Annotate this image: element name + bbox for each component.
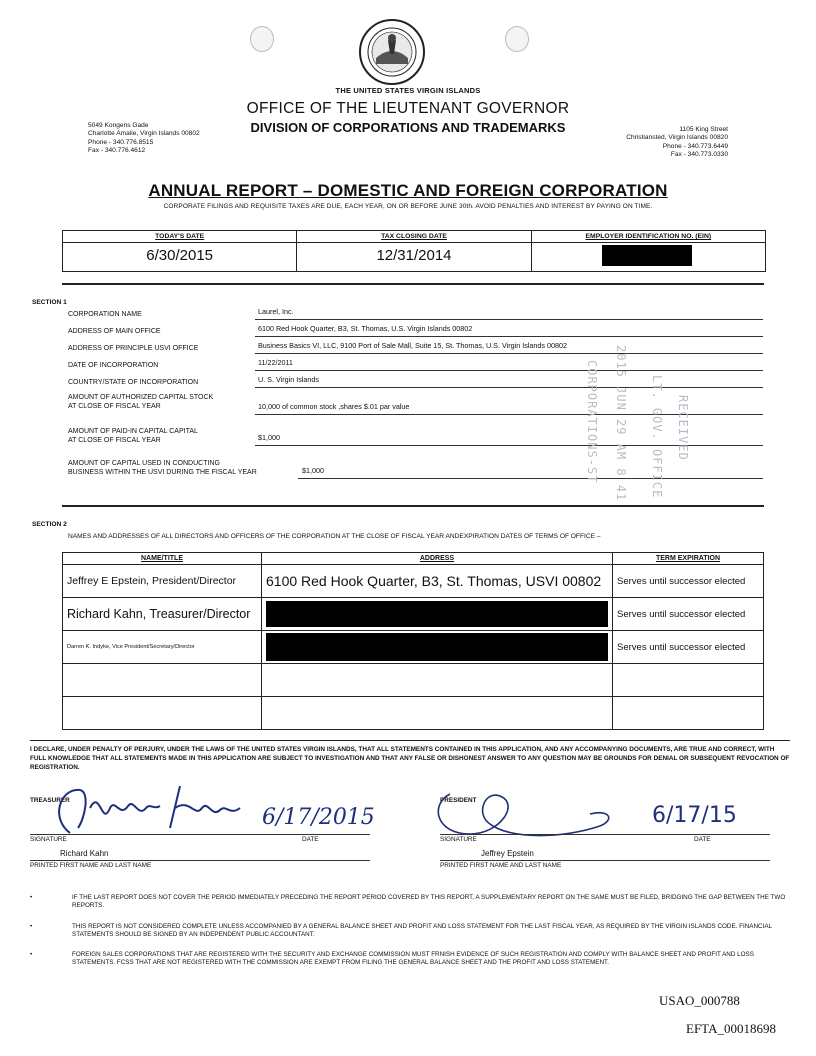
usvi-office-label: ADDRESS OF PRINCIPLE USVI OFFICE [68, 345, 199, 352]
president-sig-line [440, 834, 770, 835]
main-office-label: ADDRESS OF MAIN OFFICE [68, 328, 161, 335]
treasurer-name-line [30, 860, 370, 861]
empty-cell[interactable] [63, 697, 262, 730]
president-sig-label: SIGNATURE [440, 836, 477, 843]
used-capital-label: AMOUNT OF CAPITAL USED IN CONDUCTING BUSINESS WITHIN THE USVI DURING THE FISCAL YEAR [68, 460, 257, 476]
section-divider-1 [62, 283, 764, 285]
empty-cell[interactable] [613, 697, 764, 730]
incorp-date-value[interactable]: 11/22/2011 [258, 358, 293, 367]
bullet-icon: • [30, 894, 33, 901]
director-name[interactable]: Richard Kahn, Treasurer/Director [63, 598, 262, 631]
section2-intro: NAMES AND ADDRESSES OF ALL DIRECTORS AND OFFICERS OF THE CORPORATION AT THE CLOSE OF FISCAL YEAR ANDEXPIRATION DATES OF TERMS OF OFFICE – [68, 533, 601, 540]
directors-table [62, 552, 764, 730]
empty-cell[interactable] [63, 664, 262, 697]
president-date[interactable]: 6/17/15 [652, 803, 737, 828]
treasurer-sig-line [30, 834, 370, 835]
ein-cell [532, 231, 765, 271]
president-date-label: DATE [694, 836, 711, 843]
section-divider-2 [62, 505, 764, 507]
president-name[interactable]: Jeffrey Epstein [481, 849, 534, 858]
todays-date-value[interactable]: 6/30/2015 [146, 247, 214, 264]
director-name[interactable]: Jeffrey E Epstein, President/Director [63, 565, 262, 598]
bates-number-1: USAO_000788 [659, 993, 740, 1008]
president-role: PRESIDENT [440, 797, 477, 804]
name-header: NAME/TITLE [63, 553, 262, 565]
empty-cell[interactable] [613, 664, 764, 697]
corp-name-value[interactable]: Laurel, Inc. [258, 307, 294, 316]
corp-name-label: CORPORATION NAME [68, 311, 142, 318]
bullet-icon: • [30, 923, 33, 930]
director-term[interactable]: Serves until successor elected [613, 598, 764, 631]
table-row [63, 565, 764, 598]
todays-date-cell [63, 231, 297, 271]
address-redaction [266, 601, 608, 627]
government-name: THE UNITED STATES VIRGIN ISLANDS [335, 86, 481, 95]
section1-label: SECTION 1 [32, 299, 67, 306]
director-address-redacted [262, 631, 613, 664]
right-address-block: 1105 King Street Christiansted, Virgin Islands 00820 Phone - 340.773.6449 Fax - 340.773.0330 [626, 126, 728, 159]
todays-date-label: TODAY'S DATE [63, 231, 296, 243]
table-row [63, 664, 764, 697]
ein-label: EMPLOYER IDENTIFICATION NO. (EIN) [532, 231, 765, 243]
president-name-line [440, 860, 770, 861]
table-row [63, 631, 764, 664]
used-capital-value[interactable]: $1,000 [302, 466, 324, 475]
treasurer-sig-label: SIGNATURE [30, 836, 67, 843]
paid-capital-label: AMOUNT OF PAID-IN CAPITAL CAPITAL AT CLOSE OF FISCAL YEAR [68, 428, 198, 444]
treasurer-name[interactable]: Richard Kahn [60, 849, 109, 858]
address-redaction [266, 633, 608, 661]
treasurer-date[interactable]: 6/17/2015 [262, 805, 375, 830]
empty-cell[interactable] [262, 697, 613, 730]
treasurer-role: TREASURER [30, 797, 70, 804]
note-item: • IF THE LAST REPORT DOES NOT COVER THE PERIOD IMMEDIATELY PRECEDING THE REPORT PERIOD COVERED BY THIS REPORT, A SUPPLEMENTARY REPORT ON THE SAME MUST BE FILED, BRIDGING THE GAP BETWEEN THE TWO REPORTS. [30, 894, 786, 910]
director-term[interactable]: Serves until successor elected [613, 565, 764, 598]
division-title: DIVISION OF CORPORATIONS AND TRADEMARKS [250, 120, 566, 135]
address-header: ADDRESS [262, 553, 613, 565]
director-address[interactable]: 6100 Red Hook Quarter, B3, St. Thomas, USVI 00802 [262, 565, 613, 598]
government-seal-icon [358, 18, 426, 86]
director-name[interactable]: Darren K. Indyke, Vice President/Secretary/Director [63, 631, 262, 664]
ein-redaction [602, 245, 692, 266]
hole-punch-left [250, 26, 274, 52]
corp-name-line [255, 319, 763, 320]
main-office-line [255, 336, 763, 337]
form-subtitle: CORPORATE FILINGS AND REQUISITE TAXES ARE DUE, EACH YEAR, ON OR BEFORE JUNE 30th. AVOID PENALTIES AND INTEREST BY PAYING ON TIME. [163, 203, 653, 210]
declaration-text: I DECLARE, UNDER PENALTY OF PERJURY, UNDER THE LAWS OF THE UNITED STATES VIRGIN ISLANDS, THAT ALL STATEMENTS CONTAINED IN THIS APPLICATION, AND ANY ACCOMPANYING DOCUMENTS, ARE TRUE AND CORRECT, WITH FULL KNOWLEDGE THAT ALL STATEMENTS MADE IN THIS APPLICATION ARE SUBJECT TO INVESTIGATION AND THAT ANY FALSE OR DISHONEST ANSWER TO ANY QUESTION MAY BE GROUNDS FOR DENIAL OR SUBSEQUENT REVOCATION OF REGISTRATION. [30, 746, 790, 771]
bullet-icon: • [30, 951, 33, 958]
tax-closing-cell [297, 231, 531, 271]
hole-punch-right [505, 26, 529, 52]
treasurer-signature [30, 778, 260, 838]
top-info-table [62, 230, 766, 272]
used-capital-line [298, 478, 763, 479]
office-title: OFFICE OF THE LIEUTENANT GOVERNOR [246, 100, 570, 117]
section-divider-3 [30, 740, 790, 741]
incorp-country-label: COUNTRY/STATE OF INCORPORATION [68, 379, 199, 386]
auth-capital-label: AMOUNT OF AUTHORIZED CAPITAL STOCK AT CLOSE OF FISCAL YEAR [68, 394, 214, 410]
table-row [63, 697, 764, 730]
term-header: TERM EXPIRATION [613, 553, 764, 565]
treasurer-date-label: DATE [302, 836, 319, 843]
received-stamp-division: CORPORATIONS-ST [585, 360, 599, 484]
tax-closing-value[interactable]: 12/31/2014 [376, 247, 452, 264]
left-address-block: 5049 Kongens Gade Charlotte Amalie, Virgin Islands 00802 Phone - 340.776.8515 Fax - 340.776.4612 [88, 122, 200, 155]
incorp-country-value[interactable]: U. S. Virgin Islands [258, 375, 319, 384]
note-item: • THIS REPORT IS NOT CONSIDERED COMPLETE UNLESS ACCOMPANIED BY A GENERAL BALANCE SHEET AND PROFIT AND LOSS STATEMENT FOR THE LAST FISCAL YEAR, AS REQUIRED BY THE VIRGIN ISLANDS CODE. FINANCIAL STATEMENTS SHOULD BE SIGNED BY AN INDEPENDENT PUBLIC ACCOUNTANT. [30, 923, 772, 939]
usvi-office-value[interactable]: Business Basics VI, LLC, 9100 Port of Sale Mall, Suite 15, St. Thomas, U.S. Virgin Islands 00802 [258, 341, 567, 350]
main-office-value[interactable]: 6100 Red Hook Quarter, B3, St. Thomas, U.S. Virgin Islands 00802 [258, 324, 473, 333]
president-name-label: PRINTED FIRST NAME AND LAST NAME [440, 862, 562, 869]
received-stamp-date: 2015 JUN 29 AM 8 41 [614, 345, 628, 502]
treasurer-name-label: PRINTED FIRST NAME AND LAST NAME [30, 862, 152, 869]
form-title: ANNUAL REPORT – DOMESTIC AND FOREIGN CORPORATION [148, 181, 668, 200]
usvi-office-line [255, 353, 763, 354]
table-row [63, 598, 764, 631]
auth-capital-value[interactable]: 10,000 of common stock ,shares $.01 par value [258, 402, 410, 411]
director-address-redacted [262, 598, 613, 631]
director-term[interactable]: Serves until successor elected [613, 631, 764, 664]
incorp-country-line [255, 387, 763, 388]
paid-capital-value[interactable]: $1,000 [258, 433, 280, 442]
note-item: • FOREIGN SALES CORPORATIONS THAT ARE REGISTERED WITH THE SECURITY AND EXCHANGE COMMISSION MUST FRNISH EVIDENCE OF SUCH REGISTRATION AND COMPLY WITH BALANCE SHEET AND PROFIT AND LOSS STATEMENTS. FCSS THAT ARE NOT REGISTERED WITH THE COMMISSION ARE EXEMPT FROM FILING THE GENERAL BALANCE SHEET AND THE PROFIT AND LOSS STATEMENT. [30, 951, 754, 967]
incorp-date-label: DATE OF INCORPORATION [68, 362, 159, 369]
tax-closing-label: TAX CLOSING DATE [297, 231, 530, 243]
bates-number-2: EFTA_00018698 [686, 1021, 776, 1036]
received-stamp-office: LT. GOV. OFFICE [650, 375, 664, 499]
empty-cell[interactable] [262, 664, 613, 697]
received-stamp-received: RECEIVED [676, 395, 690, 461]
incorp-date-line [255, 370, 763, 371]
section2-label: SECTION 2 [32, 521, 67, 528]
